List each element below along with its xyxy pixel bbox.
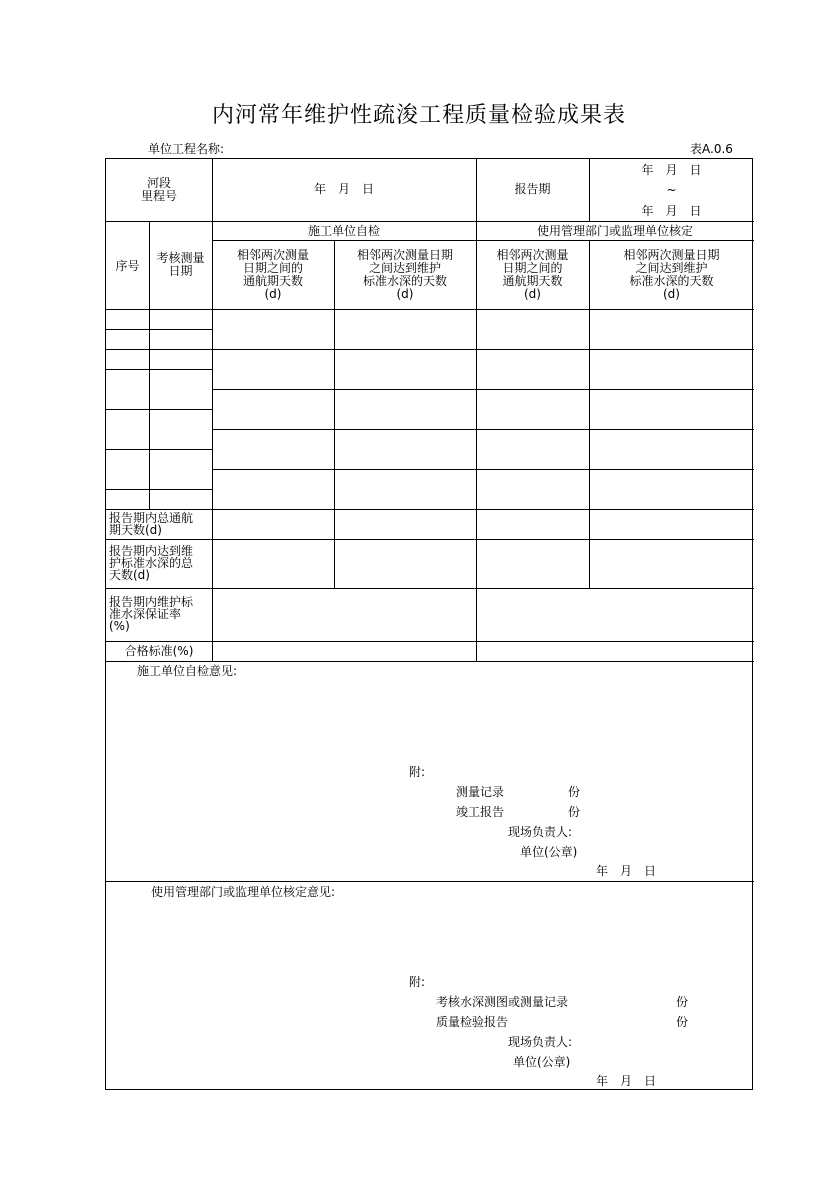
form-number: 表A.0.6: [690, 142, 733, 156]
contractor-completion-report: 竣工报告: [456, 805, 505, 819]
col-contractor-std-depth-days: 相邻两次测量日期 之间达到维护 标准水深的天数 (d): [356, 248, 453, 301]
supervisor-quality-copies: 份: [676, 1015, 689, 1029]
unit-project-label: 单位工程名称:: [148, 142, 225, 156]
contractor-opinion-date: 年 月 日: [596, 864, 657, 878]
contractor-site-manager: 现场负责人:: [508, 825, 573, 839]
report-period-label: 报告期: [514, 182, 551, 196]
col-serial-no: 序号: [115, 259, 140, 273]
col-contractor-nav-days: 相邻两次测量 日期之间的 通航期天数 (d): [236, 248, 309, 301]
period-end: 年 月 日: [641, 204, 702, 218]
date-ymd: 年 月 日: [313, 182, 374, 196]
contractor-opinion-label: 施工单位自检意见:: [137, 664, 238, 678]
group-supervisor-verification: 使用管理部门或监理单位核定: [536, 224, 693, 238]
supervisor-unit-seal: 单位(公章): [513, 1055, 571, 1069]
period-tilde: ~: [666, 183, 677, 197]
col-supervisor-std-depth-days: 相邻两次测量日期 之间达到维护 标准水深的天数 (d): [623, 248, 720, 301]
supervisor-opinion-date: 年 月 日: [596, 1074, 657, 1088]
col-survey-date: 考核测量 日期: [156, 251, 205, 278]
page-title: 内河常年维护性疏浚工程质量检验成果表: [211, 103, 626, 128]
contractor-attach-label: 附:: [409, 765, 426, 779]
contractor-completion-copies: 份: [568, 805, 581, 819]
supervisor-site-manager: 现场负责人:: [508, 1035, 573, 1049]
period-start: 年 月 日: [641, 163, 702, 177]
supervisor-depth-records: 考核水深测图或测量记录: [436, 995, 569, 1009]
row-total-std-depth-days: 报告期内达到维 护标准水深的总 天数(d): [109, 544, 194, 582]
group-contractor-self-check: 施工单位自检: [307, 224, 380, 238]
supervisor-quality-report: 质量检验报告: [436, 1015, 509, 1029]
contractor-unit-seal: 单位(公章): [520, 845, 578, 859]
supervisor-depth-copies: 份: [676, 995, 689, 1009]
row-qualified-standard: 合格标准(%): [124, 644, 194, 658]
contractor-survey-copies: 份: [568, 785, 581, 799]
supervisor-attach-label: 附:: [409, 975, 426, 989]
col-supervisor-nav-days: 相邻两次测量 日期之间的 通航期天数 (d): [496, 248, 569, 301]
row-total-nav-days: 报告期内总通航 期天数(d): [109, 511, 194, 537]
supervisor-opinion-label: 使用管理部门或监理单位核定意见:: [151, 885, 336, 899]
contractor-survey-records: 测量记录: [456, 785, 505, 799]
inspection-table: [105, 158, 753, 1090]
row-guarantee-rate: 报告期内维护标 准水深保证率 (%): [109, 595, 194, 633]
river-section-label: 河段 里程号: [140, 176, 177, 203]
